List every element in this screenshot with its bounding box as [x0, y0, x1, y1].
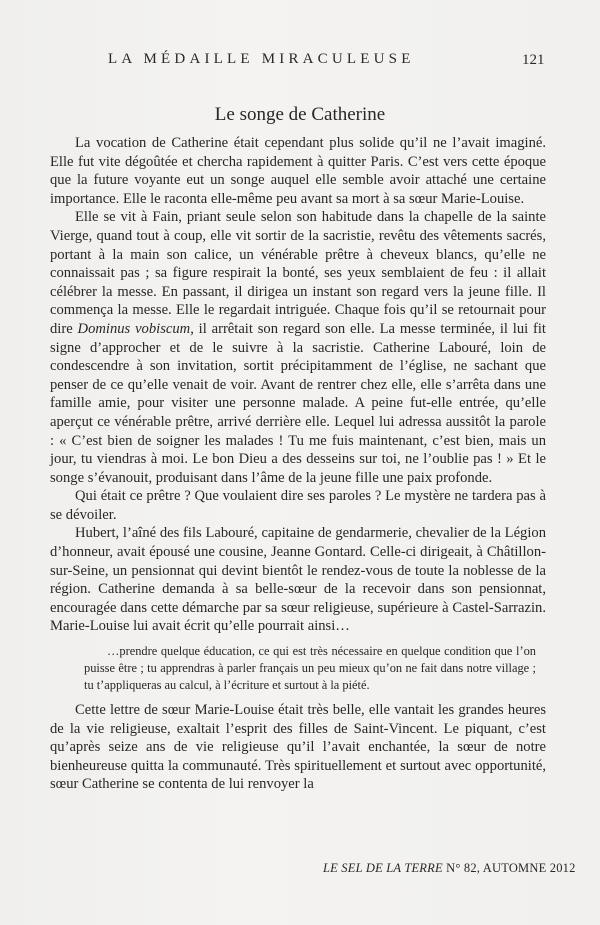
running-head-title: LA MÉDAILLE MIRACULEUSE — [108, 51, 415, 67]
paragraph-text: , il arrêtait son regard son elle. La messe terminée, il lui fit signe d’approcher et de le suivre à la sacristie. Catherine Labouré, loin de condescendre à son invitation, sortit précipitamment de l’église, ne sachant que penser de ce qu’elle venait de voir. Avant de rentrer chez elle, elle s’arrêta dans une famille amie, pour visiter une personne malade. A peine fut-elle entrée, qu’elle aperçut ce vénérable prêtre, arrivé derrière elle. Lequel lui adressa aussitôt la parole : « C’est bien de soigner les malades ! Tu me fuis maintenant, c’est bien, mais un jour, tu viendras à moi. Le bon Dieu a des desseins sur toi, ne l’oublie pas ! » Et le songe s’évanouit, produisant dans l’âme de la jeune fille une paix profonde. — [50, 320, 546, 486]
page-number: 121 — [522, 52, 545, 68]
paragraph — [50, 134, 546, 208]
footer-citation — [323, 861, 576, 876]
paragraph — [50, 524, 546, 636]
paragraph-text: La vocation de Catherine était cependant plus solide qu’il ne l’avait imaginé. Elle fut vite dégoûtée et chercha rapidement à quitter Paris. C’est vers cette époque que la future voyante eut un songe auquel elle semble avoir attaché une certaine importance. Elle le raconta elle-même peu avant sa mort à sa sœur Marie-Louise. — [50, 135, 546, 207]
paragraph-text: Cette lettre de sœur Marie-Louise était très belle, elle vantait les grandes heures de la vie religieuse, exaltait l’esprit des filles de Saint-Vincent. Le piquant, c’est qu’après seize ans de vie religieuse qu’il l’avait enchantée, la sœur de notre bienheureuse quitta la communauté. Très spirituellement et surtout avec opportunité, sœur Catherine se contenta de lui renvoyer la — [50, 702, 546, 793]
latin-phrase: Dominus vobiscum — [77, 320, 191, 337]
issue-info: N° 82, AUTOMNE 2012 — [446, 861, 576, 875]
block-quote: …prendre quelque éducation, ce qui est très nécessaire en quelque condition que l’on puisse être ; tu apprendras à parler français un peu mieux qu’on ne fait dans notre village ; tu t’appliqueras au calcul, à l’écriture et surtout à la piété. — [84, 644, 536, 693]
paragraph-text: Hubert, l’aîné des fils Labouré, capitaine de gendarmerie, chevalier de la Légion d’honneur, avait épousé une cousine, Jeanne Gontard. Celle-ci dirigeait, à Châtillon-sur-Seine, un pensionnat qui devint bientôt le rendez-vous de toute la noblesse de la région. Catherine demanda à sa belle-sœur de la recevoir dans son pensionnat, encouragée dans cette démarche par sa sœur religieuse, supérieure à Castel-Sarrazin. Marie-Louise lui avait écrit qu’elle pourrait ainsi… — [50, 525, 546, 635]
body-text — [50, 134, 546, 794]
paragraph — [50, 701, 546, 794]
paragraph-text: Qui était ce prêtre ? Que voulaient dire ses paroles ? Le mystère ne tardera pas à se dévoiler. — [50, 488, 546, 523]
paragraph — [50, 208, 546, 487]
chapter-title: Le songe de Catherine — [214, 104, 386, 125]
paragraph — [50, 487, 546, 524]
journal-name: LE SEL DE LA TERRE — [323, 861, 443, 875]
paragraph-text: Elle se vit à Fain, priant seule selon son habitude dans la chapelle de la sainte Vierge, quand tout à coup, elle vit sortir de la sacristie, revêtu des vêtements sacrés, portant à la main son calice, un vénérable prêtre à cheveux blancs, qu’elle ne connaissait pas ; sa figure respirait la bonté, ses yeux semblaient de feu : il allait célébrer la messe. En passant, il dirigea un instant son regard vers la jeune fille. Il commença la messe. Elle le regardait intriguée. Chaque fois qu’il se retournait pour dire — [50, 209, 546, 337]
